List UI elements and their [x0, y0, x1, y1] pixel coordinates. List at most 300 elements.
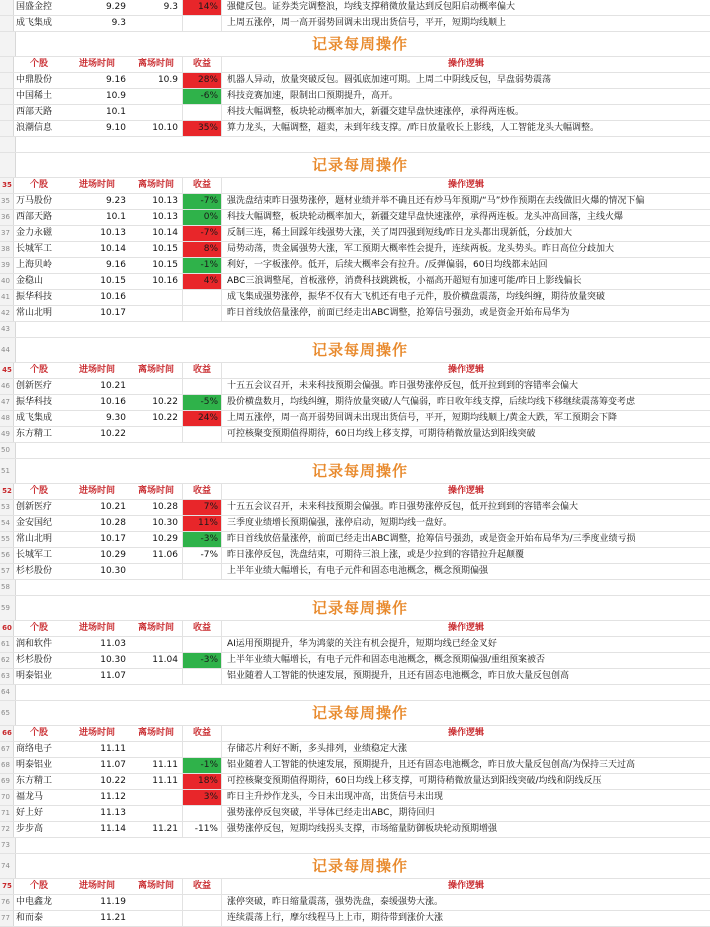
row-number[interactable]: 50	[0, 443, 16, 458]
row-number[interactable]: 52	[0, 484, 14, 499]
week-banner	[0, 32, 710, 57]
row-number[interactable]: 72	[0, 822, 14, 837]
row-number[interactable]	[0, 153, 16, 177]
exit-time-cell[interactable]: 10.15	[152, 260, 178, 270]
row-number[interactable]: 76	[0, 895, 14, 910]
return-cell[interactable]	[182, 911, 222, 926]
exit-time-cell[interactable]: 10.30	[152, 518, 178, 528]
row-number[interactable]: 69	[0, 774, 14, 789]
logic-cell[interactable]: 上半年业绩大幅增长，有电子元件和固态电池概念，概念预期偏强/重组预案被否	[227, 655, 546, 665]
return-cell[interactable]: 18%	[182, 774, 222, 789]
stock-name-cell[interactable]: 金安国纪	[16, 518, 53, 528]
return-cell[interactable]: -7%	[182, 226, 222, 241]
logic-cell[interactable]: 三季度业绩增长预期偏强，涨停启动，短期均线一盘好。	[227, 518, 453, 528]
logic-cell[interactable]: 涨停突破，昨日缩量震荡，强势洗盘，泰缓强势大涨。	[227, 897, 444, 907]
exit-time-cell[interactable]	[130, 564, 182, 579]
return-cell[interactable]: -5%	[182, 395, 222, 410]
row-number[interactable]: 36	[0, 210, 14, 225]
entry-time-cell[interactable]: 10.16	[100, 292, 126, 302]
logic-cell[interactable]: 昨日涨停反包，洗盘结束，可期待三浪上涨，或是少拉到的容错拉升起颠覆	[227, 550, 525, 560]
trade-row	[0, 758, 710, 774]
exit-time-cell[interactable]: 11.06	[152, 550, 178, 560]
exit-time-cell[interactable]: 10.22	[152, 413, 178, 423]
exit-time-cell[interactable]: 10.15	[152, 244, 178, 254]
exit-time-cell[interactable]	[130, 911, 182, 926]
header-return[interactable]: 收益	[182, 879, 222, 894]
entry-time-cell[interactable]: 11.21	[100, 913, 126, 923]
entry-time-cell[interactable]: 11.03	[100, 639, 126, 649]
header-exit-time[interactable]: 离场时间	[137, 486, 174, 496]
header-logic[interactable]: 操作逻辑	[447, 180, 484, 190]
row-number[interactable]: 46	[0, 379, 14, 394]
exit-time-cell[interactable]	[130, 16, 182, 31]
row-number[interactable]: 53	[0, 500, 14, 515]
return-cell[interactable]	[182, 806, 222, 821]
row-number[interactable]: 75	[0, 879, 14, 894]
row-number[interactable]: 39	[0, 258, 14, 273]
row-number[interactable]: 48	[0, 411, 14, 426]
banner-title: 记录每周操作	[311, 462, 408, 480]
stock-name-cell[interactable]: 万马股份	[16, 196, 53, 206]
exit-time-cell[interactable]	[130, 637, 182, 652]
exit-time-cell[interactable]: 11.11	[152, 776, 178, 786]
entry-time-cell[interactable]: 11.13	[100, 808, 126, 818]
row-number[interactable]: 49	[0, 427, 14, 442]
stock-name-cell[interactable]: 西部天路	[16, 107, 53, 117]
stock-name-cell[interactable]: 创新医疗	[16, 381, 53, 391]
header-entry-time[interactable]: 进场时间	[78, 623, 115, 633]
return-cell[interactable]: 28%	[182, 73, 222, 88]
trade-row	[0, 532, 710, 548]
header-entry-time[interactable]: 进场时间	[78, 881, 115, 891]
header-logic[interactable]: 操作逻辑	[447, 623, 484, 633]
empty-row[interactable]	[0, 322, 710, 338]
logic-cell[interactable]: 昨日首线放倍量涨停，前面已经走出ABC调整，抢筹信号强劲，或是资金开始布局华为/三季度业绩亏损	[227, 534, 636, 544]
return-cell[interactable]: -1%	[182, 758, 222, 773]
return-cell[interactable]	[182, 669, 222, 684]
exit-time-cell[interactable]: 10.28	[152, 502, 178, 512]
stock-name-cell[interactable]: 成飞集成	[16, 18, 53, 28]
exit-time-cell[interactable]: 10.10	[152, 123, 178, 133]
row-number[interactable]	[0, 57, 14, 72]
row-number[interactable]: 70	[0, 790, 14, 805]
header-stock[interactable]: 个股	[29, 180, 48, 190]
logic-cell[interactable]: 强势涨停反包突破，半导体已经走出ABC，期待回归	[227, 808, 435, 818]
trade-row	[0, 548, 710, 564]
empty-row[interactable]	[0, 838, 710, 854]
entry-time-cell[interactable]: 10.17	[100, 534, 126, 544]
header-return[interactable]: 收益	[182, 363, 222, 378]
exit-time-cell[interactable]: 10.14	[152, 228, 178, 238]
stock-name-cell[interactable]: 金力永磁	[16, 228, 53, 238]
header-row	[0, 484, 710, 500]
exit-time-cell[interactable]: 10.13	[152, 196, 178, 206]
logic-cell[interactable]: 昨日首线放倍量涨停，前面已经走出ABC调整，抢筹信号强劲，或是资金开始布局华为	[227, 308, 570, 318]
return-cell[interactable]: 8%	[182, 242, 222, 257]
entry-time-cell[interactable]: 11.07	[100, 760, 126, 770]
exit-time-cell[interactable]	[130, 290, 182, 305]
empty-row[interactable]	[0, 685, 710, 701]
stock-name-cell[interactable]: 杉杉股份	[16, 566, 53, 576]
exit-time-cell[interactable]	[130, 89, 182, 104]
stock-name-cell[interactable]: 中电鑫龙	[16, 897, 53, 907]
stock-name-cell[interactable]: 中国稀土	[16, 91, 53, 101]
logic-cell[interactable]: 强洗盘结束昨日强势涨停，题材业绩并举不确且还有炒马年预期/“马”炒作预期在去线做旧火爆的情况下偏	[227, 196, 645, 206]
return-cell[interactable]: 0%	[182, 210, 222, 225]
entry-time-cell[interactable]: 10.21	[100, 381, 126, 391]
entry-time-cell[interactable]: 10.22	[100, 429, 126, 439]
stock-name-cell[interactable]: 福龙马	[16, 792, 44, 802]
stock-name-cell[interactable]: 长城军工	[16, 550, 53, 560]
exit-time-cell[interactable]	[130, 895, 182, 910]
return-cell[interactable]: 7%	[182, 500, 222, 515]
stock-name-cell[interactable]: 常山北明	[16, 534, 53, 544]
exit-time-cell[interactable]	[130, 379, 182, 394]
row-number[interactable]: 42	[0, 306, 14, 321]
header-entry-time[interactable]: 进场时间	[78, 180, 115, 190]
row-number[interactable]	[0, 0, 14, 15]
week-banner	[0, 701, 710, 726]
exit-time-cell[interactable]: 11.21	[152, 824, 178, 834]
header-row	[0, 178, 710, 194]
stock-name-cell[interactable]: 杉杉股份	[16, 655, 53, 665]
row-number[interactable]: 77	[0, 911, 14, 926]
trade-row	[0, 822, 710, 838]
header-exit-time[interactable]: 离场时间	[137, 623, 174, 633]
entry-time-cell[interactable]: 10.30	[100, 566, 126, 576]
header-exit-time[interactable]: 离场时间	[137, 180, 174, 190]
header-row	[0, 57, 710, 73]
trade-row	[0, 516, 710, 532]
exit-time-cell[interactable]: 10.9	[157, 75, 178, 85]
header-exit-time[interactable]: 离场时间	[137, 59, 174, 69]
header-return[interactable]: 收益	[182, 484, 222, 499]
logic-cell[interactable]: 可控核聚变预期值得期待，60日均线上移支撑，可期待稍微放量达到阳线突破	[227, 429, 536, 439]
return-cell[interactable]: -1%	[182, 258, 222, 273]
header-stock[interactable]: 个股	[29, 728, 48, 738]
stock-name-cell[interactable]: 创新医疗	[16, 502, 53, 512]
row-number[interactable]: 64	[0, 685, 16, 700]
logic-cell[interactable]: 科技大幅调整，板块轮动概率加大，新疆交建早盘快速涨停，承得两连板。	[227, 107, 525, 117]
return-cell[interactable]: -6%	[182, 89, 222, 104]
trade-row	[0, 258, 710, 274]
week-banner	[0, 596, 710, 621]
row-number[interactable]	[0, 137, 16, 152]
header-return[interactable]: 收益	[182, 57, 222, 72]
stock-name-cell[interactable]: 浪潮信息	[16, 123, 53, 133]
stock-name-cell[interactable]: 明泰铝业	[16, 671, 53, 681]
exit-time-cell[interactable]: 10.22	[152, 397, 178, 407]
entry-time-cell[interactable]: 10.30	[100, 655, 126, 665]
empty-row[interactable]	[0, 137, 710, 153]
header-logic[interactable]: 操作逻辑	[447, 486, 484, 496]
stock-name-cell[interactable]: 商络电子	[16, 744, 53, 754]
logic-cell[interactable]: 昨日主升炒作龙头，今日未出现冲高，出货信号未出现	[227, 792, 444, 802]
return-cell[interactable]	[182, 427, 222, 442]
row-number[interactable]: 73	[0, 838, 16, 853]
row-number[interactable]	[0, 73, 14, 88]
entry-time-cell[interactable]: 9.10	[105, 123, 126, 133]
row-number[interactable]: 35	[0, 194, 14, 209]
entry-time-cell[interactable]: 9.3	[111, 18, 126, 28]
stock-name-cell[interactable]: 明泰铝业	[16, 760, 53, 770]
header-return[interactable]: 收益	[182, 178, 222, 193]
entry-time-cell[interactable]: 10.14	[100, 244, 126, 254]
exit-time-cell[interactable]	[130, 806, 182, 821]
exit-time-cell[interactable]: 11.11	[152, 760, 178, 770]
stock-name-cell[interactable]: 上海贝岭	[16, 260, 53, 270]
row-number[interactable]: 57	[0, 564, 14, 579]
logic-cell[interactable]: 存储芯片利好不断，多头排列，业绩稳定大涨	[227, 744, 408, 754]
header-logic[interactable]: 操作逻辑	[447, 365, 484, 375]
entry-time-cell[interactable]: 9.16	[105, 75, 126, 85]
entry-time-cell[interactable]: 9.29	[105, 2, 126, 12]
exit-time-cell[interactable]	[130, 790, 182, 805]
logic-cell[interactable]: 可控核聚变预期值得期待，60日均线上移支撑，可期待稍微放量达到阳线突破/均线和阴线反压	[227, 776, 602, 786]
stock-name-cell[interactable]: 长城军工	[16, 244, 53, 254]
header-return[interactable]: 收益	[182, 726, 222, 741]
logic-cell[interactable]: 股价横盘数月，均线纠缠，期待放量突破/人气偏弱，昨日收年线支撑，后续均线下移继续震荡筹变考虑	[227, 397, 636, 407]
logic-cell[interactable]: 上周五涨停，周一高开弱势回调未出现出货信号，平开，短期均线顺上/黄金大跌，军工预期会下降	[227, 413, 618, 423]
logic-cell[interactable]: ABC三浪调整尾，首板涨停，消费科技跳跳板，小福高开超短有加速可能/昨日上影线偏长	[227, 276, 582, 286]
row-number[interactable]: 38	[0, 242, 14, 257]
entry-time-cell[interactable]: 9.30	[105, 413, 126, 423]
entry-time-cell[interactable]: 11.12	[100, 792, 126, 802]
trade-row	[0, 774, 710, 790]
row-number[interactable]	[0, 121, 14, 136]
logic-cell[interactable]: 十五五会议召开，未来科技预期会偏强。昨日强势涨停反包，低开拉到到的容错率会偏大	[227, 502, 579, 512]
trade-row	[0, 395, 710, 411]
logic-cell[interactable]: 铝业随着人工智能的快速发展，预期提升，且还有固态电池概念，昨日放大量反包创高	[227, 671, 570, 681]
return-cell[interactable]: -11%	[182, 822, 222, 837]
stock-name-cell[interactable]: 国盛金控	[16, 2, 53, 12]
header-logic[interactable]: 操作逻辑	[447, 59, 484, 69]
header-stock[interactable]: 个股	[29, 365, 48, 375]
empty-row[interactable]	[0, 443, 710, 459]
row-number[interactable]: 62	[0, 653, 14, 668]
logic-cell[interactable]: 算力龙头，大幅调整，超卖，未到年线支撑。/昨日放量收长上影线，人工智能龙头大幅调整。	[227, 123, 600, 133]
header-stock[interactable]: 个股	[29, 486, 48, 496]
logic-cell[interactable]: 十五五会议召开，未来科技预期会偏强。昨日强势涨停反包，低开拉到到的容错率会偏大	[227, 381, 579, 391]
row-number[interactable]: 67	[0, 742, 14, 757]
exit-time-cell[interactable]: 9.3	[163, 2, 178, 12]
row-number[interactable]: 37	[0, 226, 14, 241]
exit-time-cell[interactable]: 10.16	[152, 276, 178, 286]
stock-name-cell[interactable]: 成飞集成	[16, 413, 53, 423]
entry-time-cell[interactable]: 9.16	[105, 260, 126, 270]
stock-name-cell[interactable]: 好上好	[16, 808, 44, 818]
header-row	[0, 621, 710, 637]
row-number[interactable]: 41	[0, 290, 14, 305]
exit-time-cell[interactable]: 10.29	[152, 534, 178, 544]
row-number[interactable]	[0, 32, 16, 56]
stock-name-cell[interactable]: 润和软件	[16, 639, 53, 649]
stock-name-cell[interactable]: 东方精工	[16, 429, 53, 439]
entry-time-cell[interactable]: 10.17	[100, 308, 126, 318]
row-number[interactable]: 58	[0, 580, 16, 595]
header-entry-time[interactable]: 进场时间	[78, 486, 115, 496]
logic-cell[interactable]: 上半年业绩大幅增长，有电子元件和固态电池概念，概念预期偏强	[227, 566, 489, 576]
trade-row	[0, 210, 710, 226]
row-number[interactable]: 74	[0, 854, 16, 878]
row-number[interactable]: 60	[0, 621, 14, 636]
logic-cell[interactable]: 局势动荡，贵金属强势大涨，军工预期大概率性会提升，连续两板。龙头势头。昨日高位分歧加大	[227, 244, 615, 254]
entry-time-cell[interactable]: 10.15	[100, 276, 126, 286]
trade-row	[0, 500, 710, 516]
return-cell[interactable]	[182, 379, 222, 394]
row-number[interactable]: 65	[0, 701, 16, 725]
entry-time-cell[interactable]: 10.13	[100, 228, 126, 238]
return-cell[interactable]: -7%	[182, 548, 222, 563]
entry-time-cell[interactable]: 10.22	[100, 776, 126, 786]
header-return[interactable]: 收益	[182, 621, 222, 636]
row-number[interactable]: 54	[0, 516, 14, 531]
logic-cell[interactable]: 科技大幅调整，板块轮动概率加大，新疆交建早盘快速涨停，承得两连板。龙头冲高回落，主线火爆	[227, 212, 624, 222]
stock-name-cell[interactable]: 和而泰	[16, 913, 44, 923]
logic-cell[interactable]: 铝业随着人工智能的快速发展，预期提升，且还有固态电池概念，昨日放大量反包创高/为保持三天过高	[227, 760, 636, 770]
return-cell[interactable]: 11%	[182, 516, 222, 531]
exit-time-cell[interactable]	[130, 105, 182, 120]
return-cell[interactable]: 24%	[182, 411, 222, 426]
row-number[interactable]: 40	[0, 274, 14, 289]
stock-name-cell[interactable]: 金稳山	[16, 276, 44, 286]
return-cell[interactable]	[182, 637, 222, 652]
stock-name-cell[interactable]: 常山北明	[16, 308, 53, 318]
banner-title: 记录每周操作	[311, 341, 408, 359]
row-number[interactable]	[0, 89, 14, 104]
stock-name-cell[interactable]: 东方精工	[16, 776, 53, 786]
trade-row	[0, 274, 710, 290]
entry-time-cell[interactable]: 11.11	[100, 744, 126, 754]
row-number[interactable]: 71	[0, 806, 14, 821]
logic-cell[interactable]: 连续震荡上行，摩尔线程马上上市，期待带到涨价大涨	[227, 913, 444, 923]
entry-time-cell[interactable]: 10.29	[100, 550, 126, 560]
header-entry-time[interactable]: 进场时间	[78, 365, 115, 375]
logic-cell[interactable]: 反制三连，稀土回踩年线强势大涨，关了周四强到短线/昨日龙头都出现新低，分歧加大	[227, 228, 573, 238]
week-banner	[0, 459, 710, 484]
logic-cell[interactable]: 利好，一字板涨停。低开，后续大概率会有拉升。/反弹偏弱，60日均线都未站回	[227, 260, 548, 270]
header-entry-time[interactable]: 进场时间	[78, 59, 115, 69]
empty-row[interactable]	[0, 580, 710, 596]
trade-row	[0, 379, 710, 395]
return-cell[interactable]	[182, 306, 222, 321]
trade-row	[0, 742, 710, 758]
exit-time-cell[interactable]	[130, 306, 182, 321]
banner-title: 记录每周操作	[311, 857, 408, 875]
trade-row	[0, 242, 710, 258]
trade-row	[0, 306, 710, 322]
return-cell[interactable]	[182, 895, 222, 910]
row-number[interactable]: 68	[0, 758, 14, 773]
row-number[interactable]: 56	[0, 548, 14, 563]
return-cell[interactable]	[182, 16, 222, 31]
logic-cell[interactable]: 机器人异动，放量突破反包。圆弧底加速可期。上周二中阴线反包，早盘弱势震荡	[227, 75, 552, 85]
header-entry-time[interactable]: 进场时间	[78, 728, 115, 738]
header-row	[0, 726, 710, 742]
stock-name-cell[interactable]: 振华科技	[16, 397, 53, 407]
entry-time-cell[interactable]: 10.16	[100, 397, 126, 407]
return-cell[interactable]: -3%	[182, 653, 222, 668]
return-cell[interactable]	[182, 290, 222, 305]
logic-cell[interactable]: 成飞集成强势涨停，振华不仅有大飞机还有电子元件，股价横盘震荡，均线纠缠，期待放量突破	[227, 292, 606, 302]
trade-row	[0, 0, 710, 16]
banner-title: 记录每周操作	[311, 704, 408, 722]
row-number[interactable]: 45	[0, 363, 14, 378]
row-number[interactable]: 35	[0, 178, 14, 193]
header-logic[interactable]: 操作逻辑	[447, 728, 484, 738]
entry-time-cell[interactable]: 10.9	[105, 91, 126, 101]
exit-time-cell[interactable]: 11.04	[152, 655, 178, 665]
header-stock[interactable]: 个股	[29, 59, 48, 69]
entry-time-cell[interactable]: 11.07	[100, 671, 126, 681]
entry-time-cell[interactable]: 10.21	[100, 502, 126, 512]
header-exit-time[interactable]: 离场时间	[137, 881, 174, 891]
exit-time-cell[interactable]	[130, 427, 182, 442]
trade-row	[0, 411, 710, 427]
header-stock[interactable]: 个股	[29, 881, 48, 891]
stock-name-cell[interactable]: 中鼎股份	[16, 75, 53, 85]
row-number[interactable]: 44	[0, 338, 16, 362]
trade-row	[0, 564, 710, 580]
return-cell[interactable]: -3%	[182, 532, 222, 547]
row-number[interactable]	[0, 16, 14, 31]
row-number[interactable]: 61	[0, 637, 14, 652]
return-cell[interactable]: -7%	[182, 194, 222, 209]
entry-time-cell[interactable]: 11.14	[100, 824, 126, 834]
row-number[interactable]: 63	[0, 669, 14, 684]
logic-cell[interactable]: AI运用预期提升，华为鸿蒙的关注有机会提升，短期均线已经金叉好	[227, 639, 497, 649]
header-exit-time[interactable]: 离场时间	[137, 365, 174, 375]
entry-time-cell[interactable]: 9.23	[105, 196, 126, 206]
banner-title: 记录每周操作	[311, 35, 408, 53]
stock-name-cell[interactable]: 步步高	[16, 824, 44, 834]
return-cell[interactable]	[182, 742, 222, 757]
logic-cell[interactable]: 强势涨停反包，短期均线拐头支撑，市场缩量防御板块轮动预期增强	[227, 824, 498, 834]
return-cell[interactable]	[182, 105, 222, 120]
row-number[interactable]: 43	[0, 322, 16, 337]
entry-time-cell[interactable]: 10.1	[105, 107, 126, 117]
logic-cell[interactable]: 科技竞赛加速，限制出口预期提升，高开。	[227, 91, 399, 101]
return-cell[interactable]: 4%	[182, 274, 222, 289]
header-exit-time[interactable]: 离场时间	[137, 728, 174, 738]
stock-name-cell[interactable]: 振华科技	[16, 292, 53, 302]
logic-cell[interactable]: 上周五涨停，周一高开弱势回调未出现出货信号，平开，短期均线顺上	[227, 18, 507, 28]
header-stock[interactable]: 个股	[29, 623, 48, 633]
return-cell[interactable]: 3%	[182, 790, 222, 805]
exit-time-cell[interactable]: 10.13	[152, 212, 178, 222]
entry-time-cell[interactable]: 10.1	[105, 212, 126, 222]
trade-row	[0, 290, 710, 306]
row-number[interactable]: 66	[0, 726, 14, 741]
logic-cell[interactable]: 强健反包。证券类完调整浪，均线支撑稍微放量达到反包阳启动概率偏大	[227, 2, 516, 12]
entry-time-cell[interactable]: 10.28	[100, 518, 126, 528]
row-number[interactable]: 47	[0, 395, 14, 410]
row-number[interactable]: 55	[0, 532, 14, 547]
row-number[interactable]: 59	[0, 596, 16, 620]
trade-row	[0, 16, 710, 32]
entry-time-cell[interactable]: 11.19	[100, 897, 126, 907]
stock-name-cell[interactable]: 西部天路	[16, 212, 53, 222]
return-cell[interactable]: 14%	[182, 0, 222, 15]
week-banner	[0, 153, 710, 178]
return-cell[interactable]: 35%	[182, 121, 222, 136]
row-number[interactable]: 51	[0, 459, 16, 483]
header-logic[interactable]: 操作逻辑	[447, 881, 484, 891]
row-number[interactable]	[0, 105, 14, 120]
exit-time-cell[interactable]	[130, 669, 182, 684]
exit-time-cell[interactable]	[130, 742, 182, 757]
return-cell[interactable]	[182, 564, 222, 579]
